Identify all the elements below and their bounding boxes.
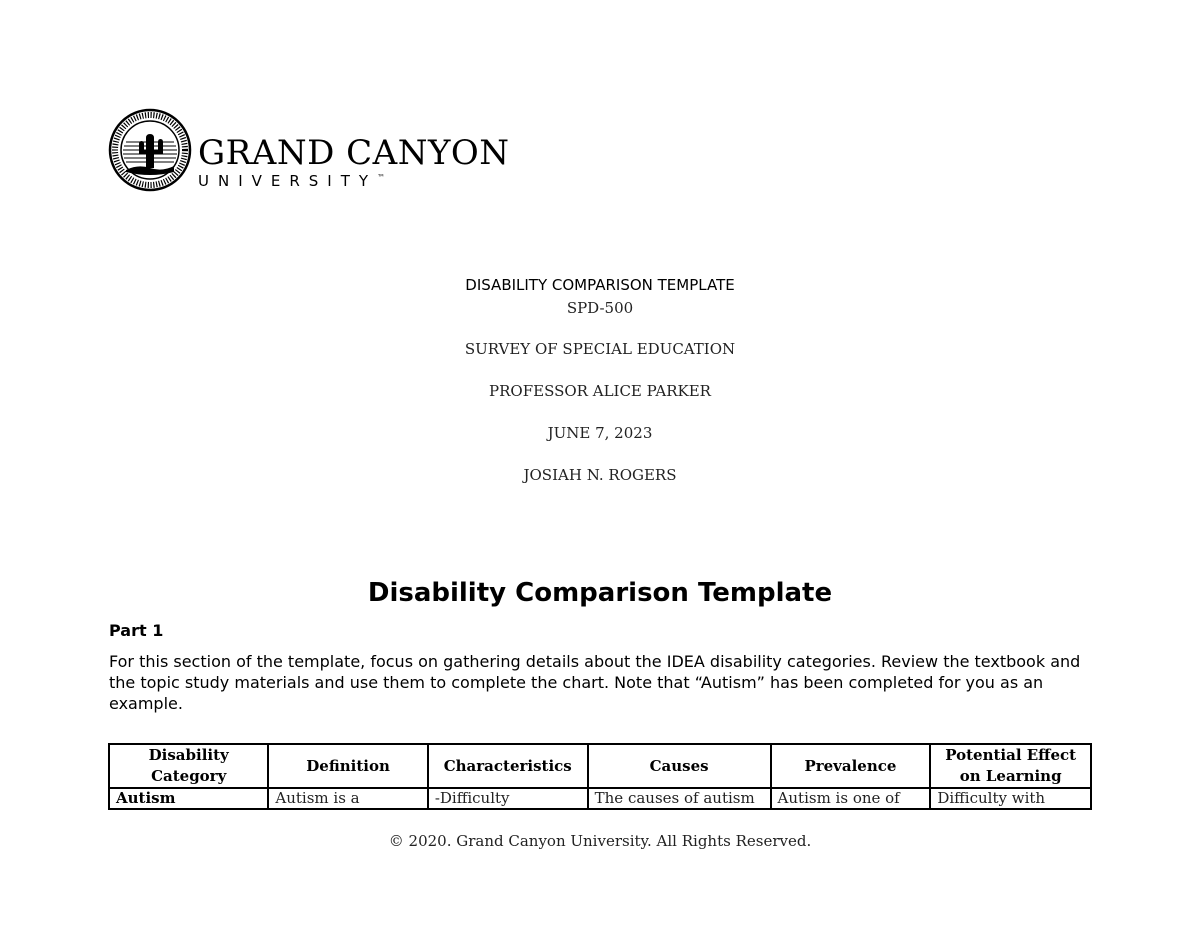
logo-name-text: GRAND CANYON <box>198 133 510 173</box>
university-logo <box>108 108 510 194</box>
cell-causes: The causes of autism <box>588 788 771 809</box>
student-name: JOSIAH N. ROGERS <box>523 466 677 484</box>
copyright-footer: © 2020. Grand Canyon University. All Rights Reserved. <box>388 832 812 850</box>
logo-subtitle-text: UNIVERSITY™ <box>198 172 386 190</box>
cell-characteristics: -Difficulty <box>428 788 588 809</box>
cell-definition: Autism is a <box>268 788 427 809</box>
header-definition: Definition <box>268 744 427 788</box>
table-header-row <box>109 744 1091 788</box>
university-seal-icon <box>108 108 192 192</box>
header-potential-effect: Potential Effect on Learning <box>930 744 1091 788</box>
course-name: SURVEY OF SPECIAL EDUCATION <box>464 340 736 358</box>
header-causes: Causes <box>588 744 771 788</box>
cell-prevalence: Autism is one of <box>771 788 931 809</box>
cover-title: DISABILITY COMPARISON TEMPLATE <box>465 276 735 294</box>
disability-comparison-table <box>108 743 1092 810</box>
cell-potential-effect: Difficulty with <box>930 788 1091 809</box>
course-code: SPD-500 <box>566 299 634 317</box>
document-title: Disability Comparison Template <box>367 578 833 608</box>
intro-paragraph: For this section of the template, focus on gathering details about the IDEA disability categories. Review the textbook and the topic study materials and use them to complete the chart. Note that “Autism” has been completed for you as an example. <box>109 652 1081 713</box>
submission-date: JUNE 7, 2023 <box>547 424 653 442</box>
table-row <box>109 788 1091 809</box>
cell-category: Autism <box>109 788 268 809</box>
part-heading: Part 1 <box>109 621 164 640</box>
professor-name: PROFESSOR ALICE PARKER <box>489 382 711 400</box>
header-prevalence: Prevalence <box>771 744 931 788</box>
header-disability-category: Disability Category <box>109 744 268 788</box>
header-characteristics: Characteristics <box>428 744 588 788</box>
